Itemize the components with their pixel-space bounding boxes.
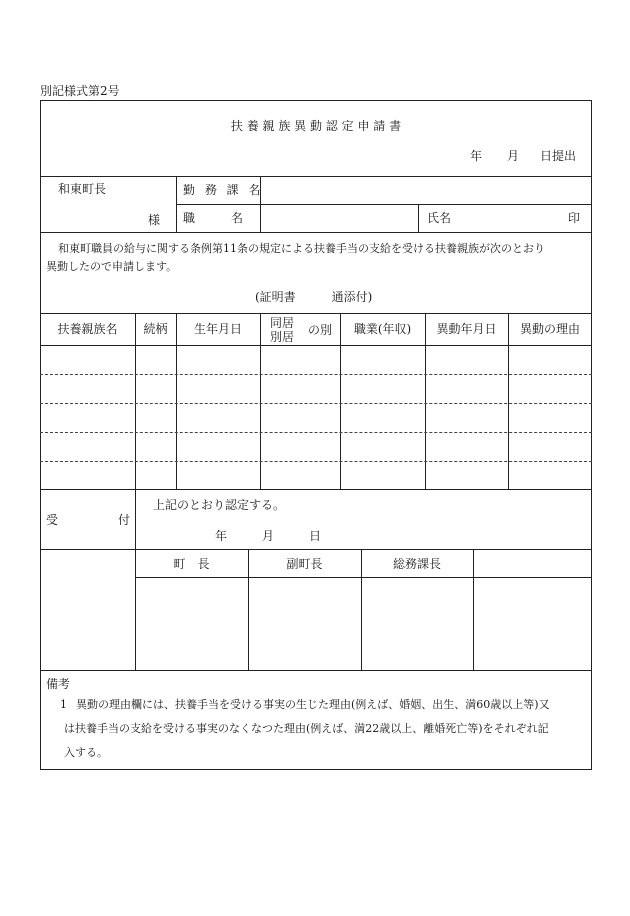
mayor-stamp-box[interactable] — [136, 578, 247, 669]
date-year-label: 年 — [470, 149, 483, 163]
divider — [40, 232, 592, 233]
header-occupation: 職業(年収) — [353, 322, 412, 336]
table-row[interactable] — [40, 375, 592, 403]
table-row[interactable] — [40, 462, 592, 489]
header-relation: 続柄 — [143, 322, 168, 336]
department-field[interactable] — [262, 178, 590, 202]
reception-label-left: 受 — [46, 513, 59, 527]
header-cohabit-suffix: の別 — [308, 323, 333, 337]
divider — [40, 670, 592, 671]
header-cohabit-top: 同居 — [270, 316, 295, 330]
department-label: 勤 務 課 名 — [183, 183, 264, 197]
general-affairs-stamp-box[interactable] — [362, 578, 472, 669]
header-change-reason: 異動の理由 — [519, 322, 580, 336]
header-cohabit-bottom: 別居 — [270, 330, 295, 344]
divider — [418, 204, 419, 232]
position-label: 職 名 — [183, 211, 244, 225]
certify-month-label: 月 — [262, 529, 275, 543]
addressee-name: 和東町長 — [58, 182, 107, 196]
header-name: 扶養親族名 — [57, 322, 118, 336]
header-change-date: 異動年月日 — [436, 322, 497, 336]
divider — [176, 204, 592, 205]
reception-label-right: 付 — [118, 513, 131, 527]
divider — [40, 313, 592, 314]
date-month-label: 月 — [507, 149, 520, 163]
certify-text: 上記のとおり認定する。 — [153, 498, 286, 512]
form-label: 別記様式第2号 — [40, 84, 120, 98]
divider — [40, 176, 592, 177]
notes-line-2: は扶養手当の支給を受ける事実のなくなつた理由(例えば、満22歳以上、離婚死亡等)をそれぞれ記 — [64, 722, 549, 735]
approval-deputy-mayor-label: 副町長 — [286, 557, 323, 571]
statement-line-2: 異動したので申請します。 — [46, 260, 178, 273]
notes-title: 備考 — [46, 677, 71, 691]
attachment-note: (証明書 通添付) — [255, 290, 373, 304]
divider — [40, 489, 592, 490]
table-row[interactable] — [40, 346, 592, 374]
seal-label: 印 — [568, 211, 581, 225]
applicant-name-field[interactable] — [455, 206, 565, 230]
extra-stamp-box[interactable] — [474, 578, 591, 669]
approval-general-affairs-label: 総務課長 — [392, 557, 441, 571]
header-birth-date: 生年月日 — [193, 322, 242, 336]
position-field[interactable] — [262, 206, 416, 230]
form-title: 扶 養 親 族 異 動 認 定 申 請 書 — [230, 119, 402, 133]
notes-line-1: 異動の理由欄には、扶養手当を受ける事実の生じた理由(例えば、婚姻、出生、満60歳以上等)又 — [76, 698, 550, 711]
statement-line-1: 和東町職員の給与に関する条例第11条の規定による扶養手当の支給を受ける扶養親族が次のとおり — [58, 242, 545, 255]
divider — [40, 549, 592, 550]
table-row[interactable] — [40, 404, 592, 432]
date-submitted-label: 日提出 — [540, 149, 577, 163]
table-row[interactable] — [40, 433, 592, 461]
approval-mayor-label: 町 長 — [173, 557, 210, 571]
certify-day-label: 日 — [309, 529, 322, 543]
notes-line-3: 入する。 — [64, 746, 108, 759]
deputy-mayor-stamp-box[interactable] — [249, 578, 360, 669]
notes-item-number: 1 — [60, 698, 67, 711]
addressee-honorific: 様 — [148, 213, 161, 227]
applicant-name-label: 氏名 — [427, 211, 452, 225]
certify-year-label: 年 — [215, 529, 228, 543]
